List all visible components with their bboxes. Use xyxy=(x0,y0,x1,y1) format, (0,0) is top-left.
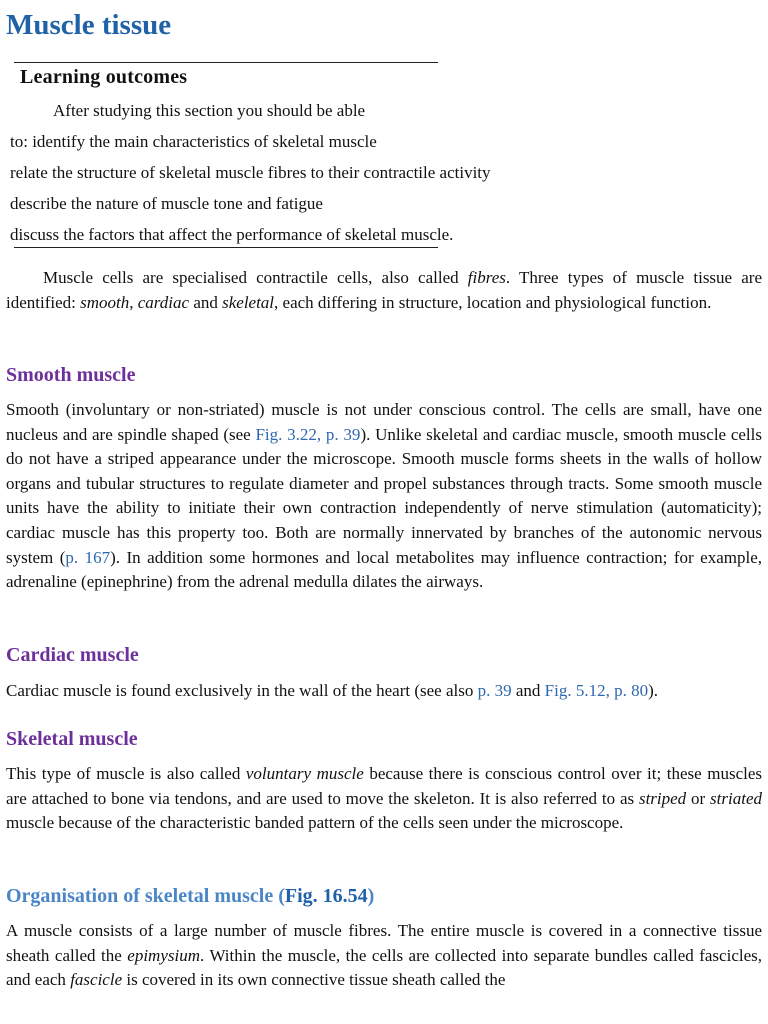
page-title: Muscle tissue xyxy=(6,9,172,41)
cardiac-muscle-heading: Cardiac muscle xyxy=(6,644,139,666)
text-run: ). In addition some hormones and local metabolites may influence contraction; for example, adrenaline (epinephrine) from the adrenal medulla dilates the airways. xyxy=(6,547,763,592)
text-run: because there is conscious control over it; these muscles are attached to bone via tendons, and are used to move the skeleton. It is also referred to as xyxy=(6,764,762,808)
text-run: , each differing in structure, location and physiological function. xyxy=(274,292,712,312)
term-striped: striped xyxy=(638,788,687,808)
learning-outcome-line: to: identify the main characteristics of skeletal muscle xyxy=(10,132,377,151)
link-fig-5-12[interactable]: Fig. 5.12, p. 80 xyxy=(544,681,649,700)
heading-text: Organisation of skeletal muscle ( xyxy=(6,885,285,907)
link-p-167[interactable]: p. 167 xyxy=(65,547,111,567)
text-run: A muscle consists of a large number of muscle fibres. The entire muscle is covered in a connective tissue sheath called the xyxy=(6,921,762,965)
skeletal-muscle-paragraph xyxy=(6,762,762,836)
text-run: Smooth (involuntary or non-striated) muscle is not under conscious control. The cells are small, have one nucleus and are spindle shaped (see xyxy=(6,400,762,444)
organisation-paragraph xyxy=(6,919,762,993)
term-voluntary-muscle: voluntary muscle xyxy=(245,764,364,783)
text-run: ). xyxy=(648,681,659,700)
link-p-39[interactable]: p. 39 xyxy=(477,681,512,700)
term-striated: striated xyxy=(710,788,762,808)
organisation-heading xyxy=(6,884,374,908)
text-run: . Within the muscle, the cells are collected into separate bundles called fascicles, and each xyxy=(6,945,763,990)
learning-outcome-line: discuss the factors that affect the performance of skeletal muscle. xyxy=(10,225,454,244)
skeletal-muscle-heading: Skeletal muscle xyxy=(6,728,138,750)
text-run: Muscle cells are specialised contractile cells, also called xyxy=(43,268,468,287)
link-fig-16-54[interactable]: Fig. 16.54 xyxy=(284,885,368,907)
text-run: and xyxy=(189,292,223,312)
term-fibres: fibres xyxy=(467,268,506,287)
term-skeletal: skeletal xyxy=(222,292,275,312)
learning-outcomes-box xyxy=(14,62,438,248)
term-smooth: smooth xyxy=(80,292,130,312)
term-epimysium: epimysium xyxy=(127,945,200,965)
cardiac-muscle-paragraph xyxy=(6,679,762,704)
link-fig-3-22[interactable]: Fig. 3.22, p. 39 xyxy=(255,424,361,444)
intro-paragraph xyxy=(6,266,762,315)
text-run: ). Unlike skeletal and cardiac muscle, smooth muscle cells do not have a striped appearance under the microscope. Smooth muscle forms sheets in the walls of hollow organs and tubular structures to regulate diameter and propel substances through tracts. Some smooth muscle units have the ability to initiate their own contraction independently of nerve stimulation (automaticity); cardiac muscle has this property too. Both are normally innervated by branches of the autonomic nervous system ( xyxy=(6,424,762,567)
learning-outcomes-heading: Learning outcomes xyxy=(20,66,188,88)
text-run: and xyxy=(511,681,545,700)
term-fascicle: fascicle xyxy=(70,970,123,990)
learning-outcome-line: describe the nature of muscle tone and fatigue xyxy=(10,194,323,213)
learning-outcome-line: relate the structure of skeletal muscle fibres to their contractile activity xyxy=(10,163,491,182)
text-run: . Three types of muscle tissue are identified: xyxy=(6,268,762,312)
smooth-muscle-heading: Smooth muscle xyxy=(6,364,136,386)
text-run: Cardiac muscle is found exclusively in the wall of the heart (see also xyxy=(6,681,478,700)
smooth-muscle-paragraph xyxy=(6,398,762,595)
text-run: is covered in its own connective tissue sheath called the xyxy=(122,970,506,990)
text-run: This type of muscle is also called xyxy=(6,764,246,783)
text-run: muscle because of the characteristic banded pattern of the cells seen under the microscope. xyxy=(6,813,624,833)
heading-text: ) xyxy=(367,885,375,907)
learning-outcome-line: After studying this section you should be able xyxy=(53,101,366,120)
text-run: or xyxy=(686,788,711,808)
text-run: , xyxy=(129,292,138,312)
term-cardiac: cardiac xyxy=(137,292,190,312)
